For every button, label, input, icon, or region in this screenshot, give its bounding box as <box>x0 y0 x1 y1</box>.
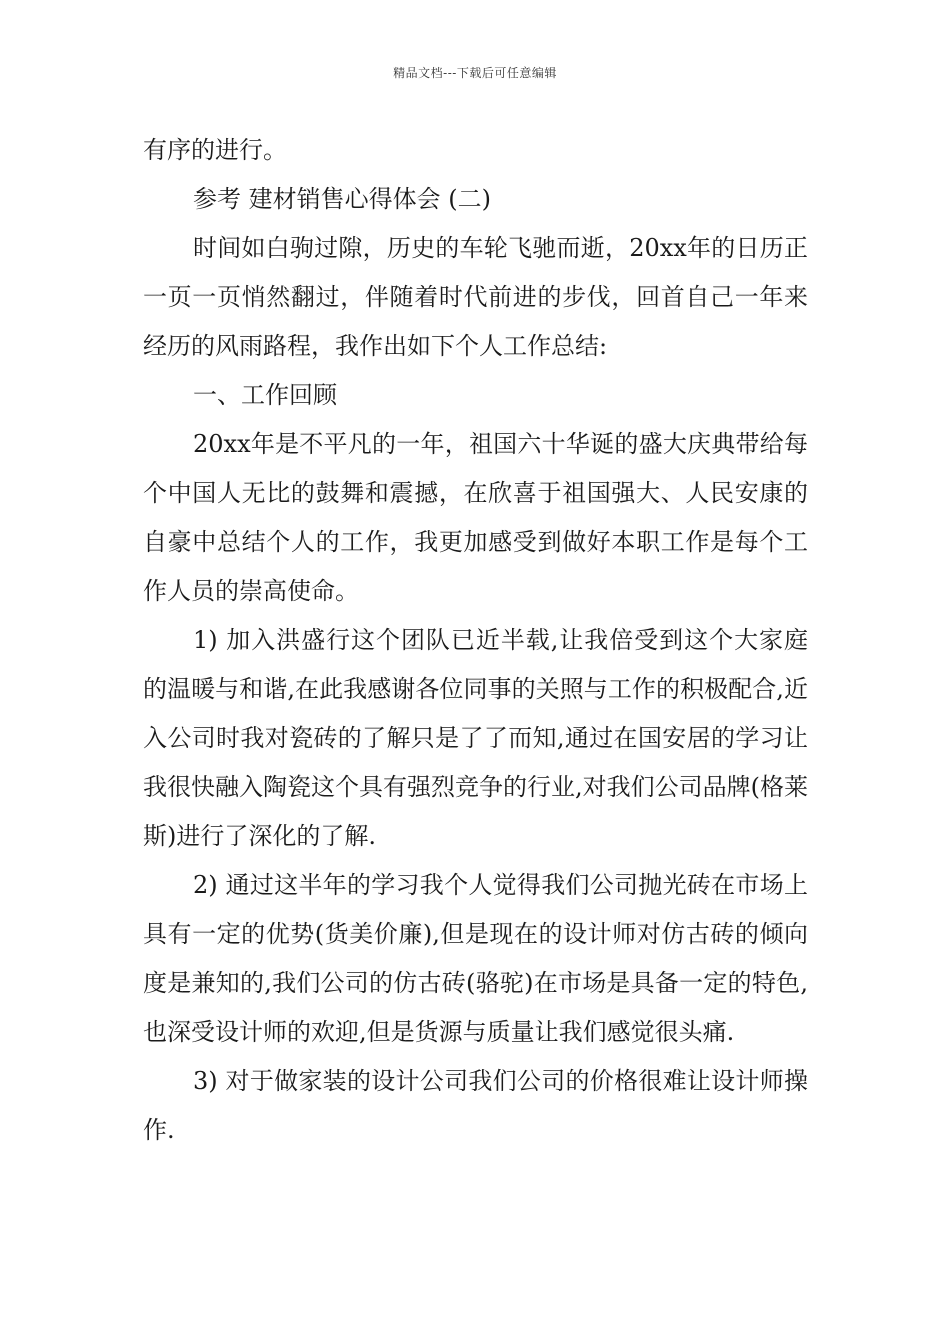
section-title: 参考 建材销售心得体会 (二) <box>193 185 491 213</box>
page-header: 精品文档---下载后可任意编辑 <box>393 66 557 80</box>
paragraph-continuation: 有序的进行。 <box>143 136 287 164</box>
subsection-heading: 一、工作回顾 <box>193 381 337 409</box>
list-item-3: 3) 对于做家装的设计公司我们公司的价格很难让设计师操作. <box>143 1067 808 1144</box>
paragraph-intro: 时间如白驹过隙，历史的车轮飞驰而逝，20xx年的日历正一页一页悄然翻过，伴随着时代前进的步伐，回首自己一年来经历的风雨路程，我作出如下个人工作总结: <box>143 234 808 360</box>
paragraph-review: 20xx年是不平凡的一年，祖国六十华诞的盛大庆典带给每个中国人无比的鼓舞和震撼，在欣喜于祖国强大、人民安康的自豪中总结个人的工作，我更加感受到做好本职工作是每个工作人员的崇高使命。 <box>143 430 808 605</box>
list-item-1: 1) 加入洪盛行这个团队已近半载,让我倍受到这个大家庭的温暖与和谐,在此我感谢各位同事的关照与工作的积极配合,近入公司时我对瓷砖的了解只是了了而知,通过在国安居的学习让我很快融入陶瓷这个具有强烈竞争的行业,对我们公司品牌(格莱斯)进行了深化的了解. <box>143 626 808 850</box>
list-item-2: 2) 通过这半年的学习我个人觉得我们公司抛光砖在市场上具有一定的优势(货美价廉),但是现在的设计师对仿古砖的倾向度是兼知的,我们公司的仿古砖(骆驼)在市场是具备一定的特色,也深受设计师的欢迎,但是货源与质量让我们感觉很头痛. <box>143 871 808 1046</box>
document-body <box>143 126 808 1155</box>
